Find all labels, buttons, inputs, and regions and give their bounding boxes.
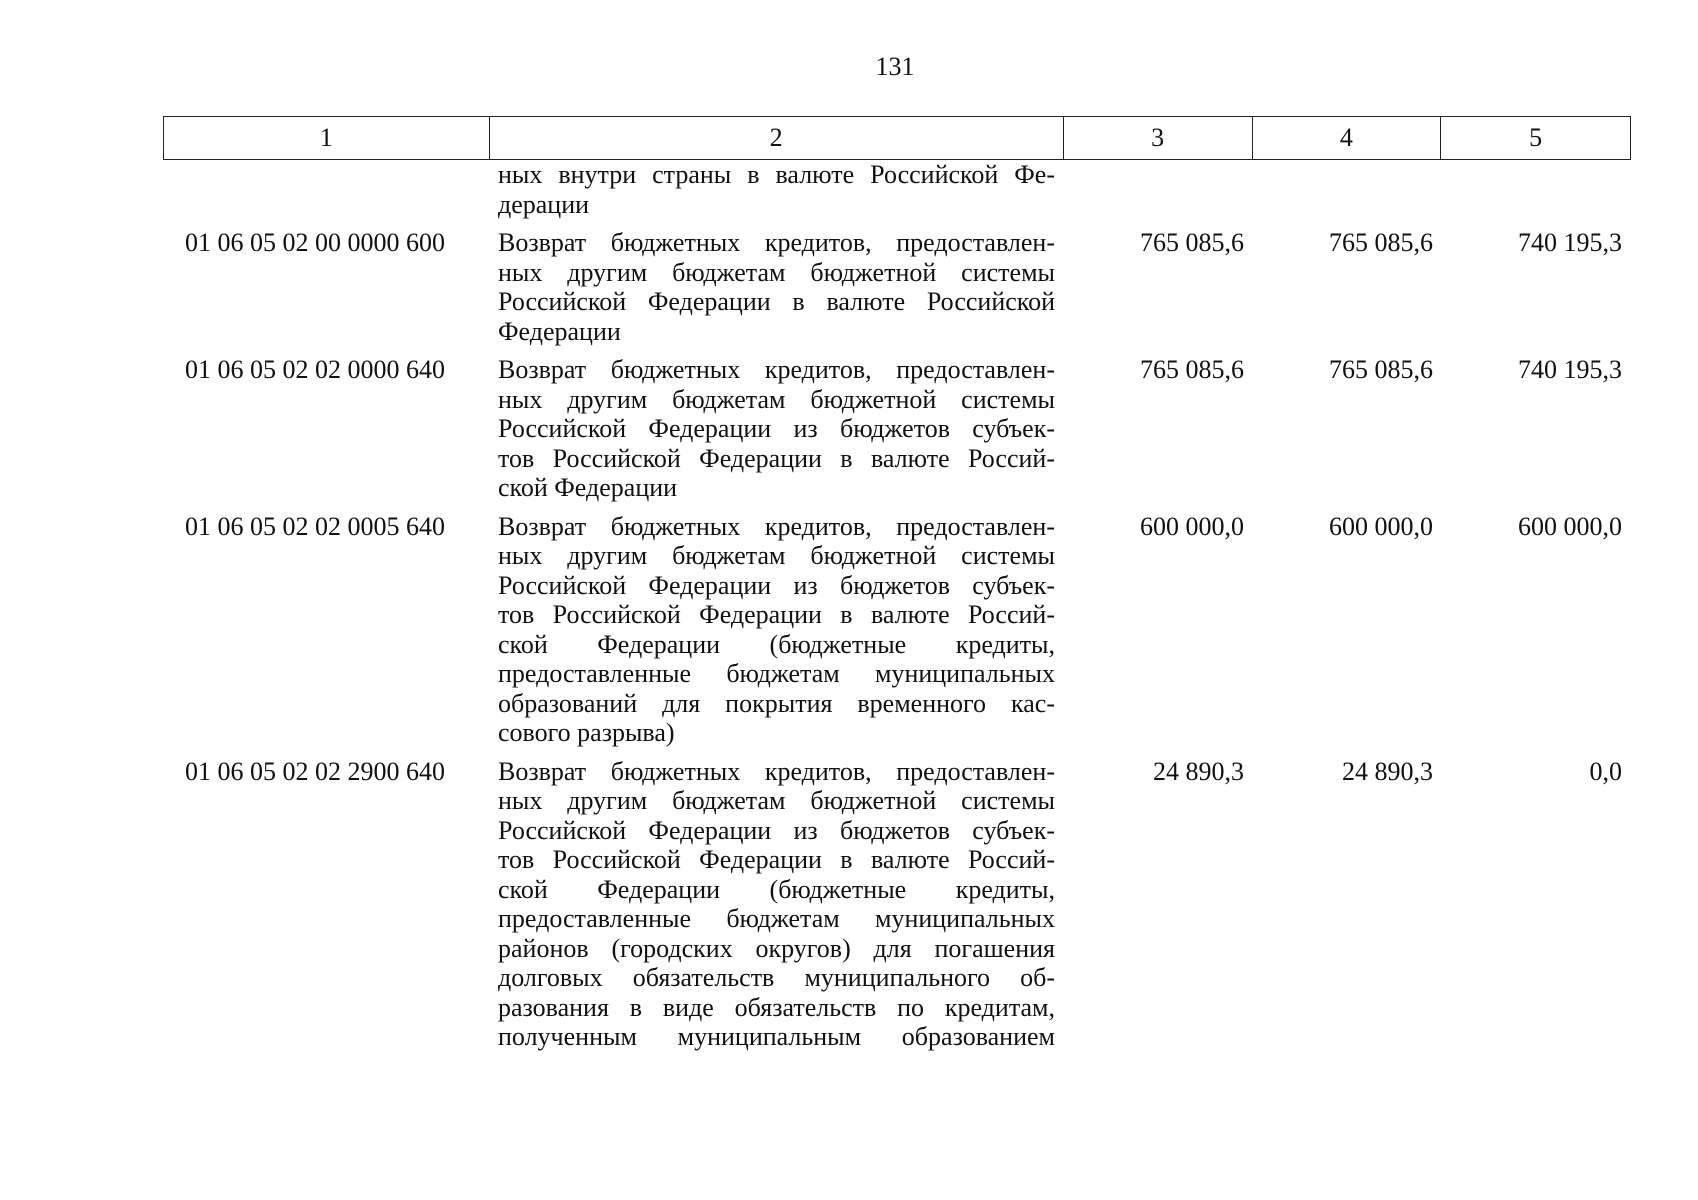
value-col-4: 600 000,0 [1329,511,1433,541]
table-row [163,355,1631,503]
description-line: ных другим бюджетам бюджетной системы [498,786,1055,815]
value-col-5: 740 195,3 [1518,228,1622,257]
description-line: ных другим бюджетам бюджетной системы [498,541,1055,570]
description-line: ской Федерации (бюджетные кредиты, [498,629,1055,659]
value-col-5 [1442,160,1631,219]
description-line: дерации [498,189,590,219]
description-line: разования в виде обязательств по кредитам, [498,992,1055,1022]
page-number: 131 [875,52,915,81]
description-cell [489,160,1064,219]
column-header-4: 4 [1253,117,1442,159]
table-row [163,512,1631,748]
value-col-3 [1064,160,1253,219]
value-col-4: 24 890,3 [1342,756,1433,786]
description-line: предоставленные бюджетам муниципальных [498,904,1055,933]
description-line: предоставленные бюджетам муниципальных [498,659,1055,688]
description-cell [489,757,1064,1052]
table-header-row [163,116,1631,160]
description-line: ской Федерации (бюджетные кредиты, [498,874,1055,904]
description-line: Возврат бюджетных кредитов, предоставлен- [498,228,1055,257]
description-line: Федерации [498,316,621,346]
column-header-3: 3 [1064,117,1253,159]
budget-code: 01 06 05 02 00 0000 600 [185,228,445,257]
table-row [163,228,1631,346]
description-line: тов Российской Федерации в валюте Россий- [498,600,1055,629]
description-line: районов (городских округов) для погашения [498,933,1055,963]
description-line: долговых обязательств муниципального об- [498,963,1055,992]
description-line: сового разрыва) [498,718,675,747]
description-line: тов Российской Федерации в валюте Россий- [498,845,1055,874]
budget-code: 01 06 05 02 02 2900 640 [185,756,445,786]
value-col-5: 740 195,3 [1518,355,1622,384]
column-header-2: 2 [490,117,1064,159]
value-col-3: 24 890,3 [1153,756,1244,786]
value-col-4: 765 085,6 [1329,228,1433,257]
value-col-5: 600 000,0 [1518,511,1622,541]
description-line: Возврат бюджетных кредитов, предоставлен- [498,355,1055,384]
description-line: тов Российской Федерации в валюте Россий- [498,443,1055,473]
description-line: ской Федерации [498,473,678,502]
column-header-1: 1 [164,117,490,159]
description-line: Российской Федерации из бюджетов субъек- [498,815,1055,845]
value-col-4: 765 085,6 [1329,355,1433,384]
description-line: полученным муниципальным образованием [498,1022,1055,1051]
table-row [163,757,1631,1052]
description-line: образований для покрытия временного кас- [498,688,1055,718]
budget-code [163,160,489,219]
value-col-5: 0,0 [1589,756,1622,786]
description-line: Российской Федерации в валюте Российской [498,287,1055,316]
description-cell [489,512,1064,748]
value-col-3: 765 085,6 [1140,228,1244,257]
value-col-4 [1253,160,1442,219]
table-body [163,160,1631,1052]
description-line: Российской Федерации из бюджетов субъек- [498,414,1055,443]
description-line: ных другим бюджетам бюджетной системы [498,257,1055,287]
description-cell [489,355,1064,503]
description-line: Возврат бюджетных кредитов, предоставлен- [498,511,1055,541]
description-line: ных другим бюджетам бюджетной системы [498,384,1055,414]
budget-code: 01 06 05 02 02 0005 640 [185,511,445,541]
table-row-continuation [163,160,1631,219]
value-col-3: 765 085,6 [1140,355,1244,384]
column-header-5: 5 [1529,123,1543,152]
description-cell [489,228,1064,346]
description-line: Российской Федерации из бюджетов субъек- [498,570,1055,600]
description-line: Возврат бюджетных кредитов, предоставлен- [498,756,1055,786]
value-col-3: 600 000,0 [1140,511,1244,541]
budget-code: 01 06 05 02 02 0000 640 [185,355,445,384]
description-line: ных внутри страны в валюте Российской Фе- [498,160,1055,189]
